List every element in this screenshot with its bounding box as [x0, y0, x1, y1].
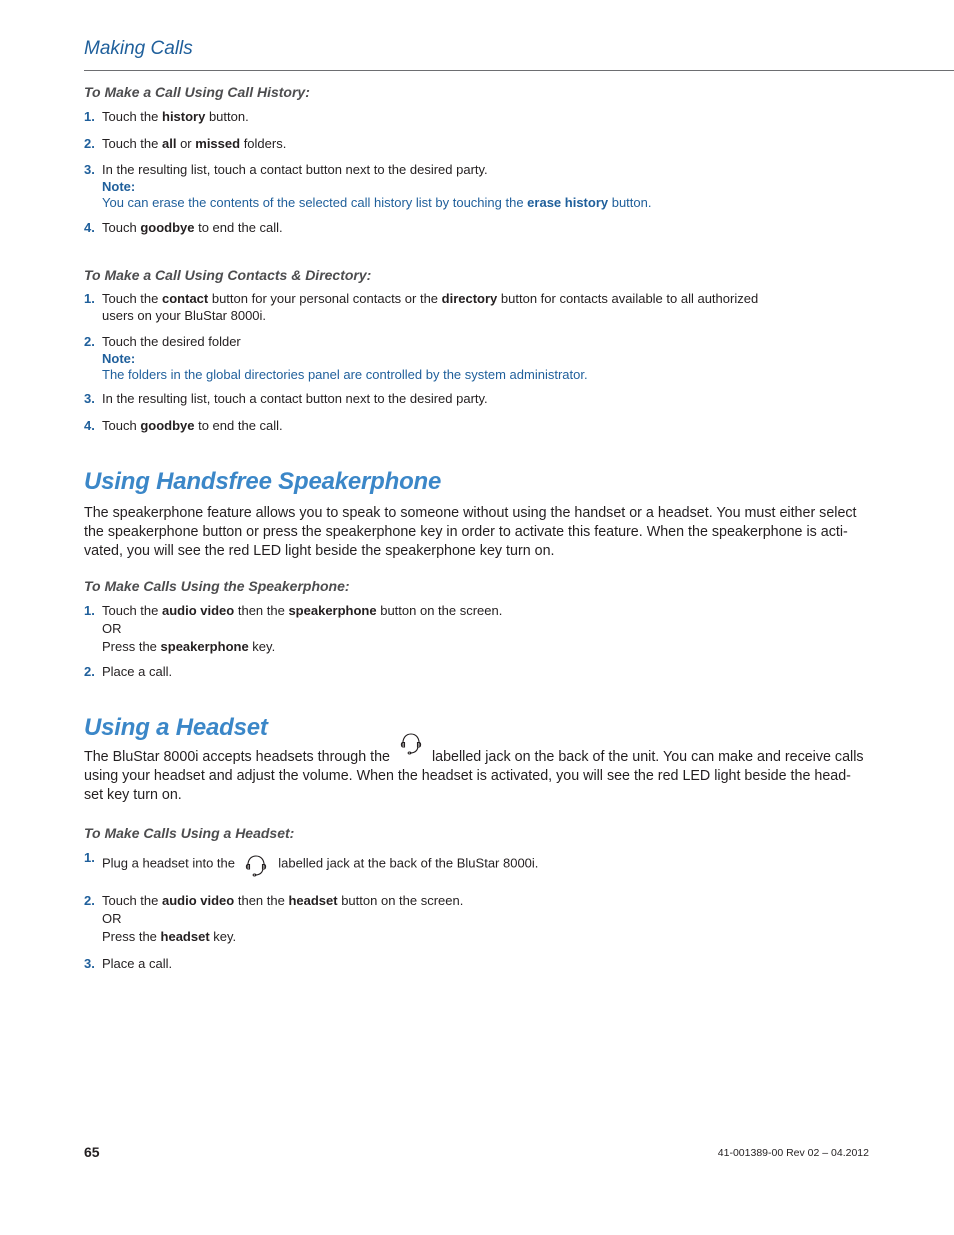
step-bold: missed: [195, 136, 241, 151]
step-number: 4.: [84, 418, 95, 433]
subheading-headset: To Make Calls Using a Headset:: [84, 825, 295, 841]
step-text: Touch the: [102, 109, 162, 124]
headset-icon: [245, 854, 267, 883]
paragraph-line: The speakerphone feature allows you to speak to someone without using the handset or a headset. You must either select: [84, 505, 857, 521]
step-text: In the resulting list, touch a contact button next to the desired party.: [102, 391, 488, 406]
contacts-step-3: [84, 391, 784, 408]
paragraph-line: using your headset and adjust the volume. When the headset is activated, you will see the red LED light beside the head-: [84, 768, 851, 784]
note-label: Note:: [102, 178, 136, 194]
step-text: key.: [209, 929, 237, 944]
step-text: Press the: [102, 929, 161, 944]
step-number: 1.: [84, 291, 95, 306]
step-text: Press the: [102, 639, 161, 654]
step-bold: speakerphone: [288, 603, 377, 618]
subheading-contacts-directory: To Make a Call Using Contacts & Directory:: [84, 267, 372, 283]
or-separator: OR: [102, 620, 122, 636]
step-bold: history: [162, 109, 206, 124]
step-bold: audio video: [162, 893, 235, 908]
note-text: The folders in the global directories panel are controlled by the system administrator.: [102, 367, 588, 382]
history-step-1: [84, 109, 784, 126]
step-bold: headset: [160, 929, 210, 944]
step-bold: contact: [162, 291, 209, 306]
speakerphone-paragraph: [84, 504, 870, 561]
paragraph-line: set key turn on.: [84, 787, 182, 803]
or-separator: OR: [102, 910, 122, 926]
subheading-call-history: To Make a Call Using Call History:: [84, 84, 310, 100]
step-number: 1.: [84, 850, 95, 865]
step-text: then the: [234, 603, 289, 618]
step-text: button.: [205, 109, 249, 124]
step-bold: headset: [288, 893, 338, 908]
step-text: button for your personal contacts or the: [208, 291, 442, 306]
step-text: Touch the: [102, 603, 162, 618]
step-text: to end the call.: [194, 220, 283, 235]
header-rule: [84, 70, 954, 71]
step-text: Touch the: [102, 893, 162, 908]
step-bold: audio video: [162, 603, 235, 618]
step-number: 2.: [84, 664, 95, 679]
section-title-headset: Using a Headset: [84, 714, 268, 741]
headset-step-1: [84, 850, 784, 879]
note-label: Note:: [102, 350, 136, 366]
step-number: 2.: [84, 136, 95, 151]
note-bold: erase history: [527, 195, 609, 210]
paragraph-line: the speakerphone button or press the speakerphone key in order to activate this feature. When the speakerphone is acti-: [84, 524, 848, 540]
contacts-step-1: [84, 291, 784, 324]
step-text: Plug a headset into the: [102, 855, 235, 871]
step-text: In the resulting list, touch a contact button next to the desired party.: [102, 162, 488, 177]
note-text-part: You can erase the contents of the selected call history list by touching the: [102, 195, 528, 210]
step-text: button on the screen.: [376, 603, 503, 618]
step-text: labelled jack at the back of the BluStar 8000i.: [278, 855, 539, 871]
step-bold: goodbye: [140, 418, 195, 433]
step-bold: speakerphone: [160, 639, 249, 654]
step-text: Place a call.: [102, 664, 173, 679]
headset-step-3: [84, 956, 784, 973]
contacts-step-2: [84, 334, 784, 384]
step-number: 1.: [84, 109, 95, 124]
paragraph-text: labelled jack on the back of the unit. You can make and receive calls: [431, 749, 864, 765]
step-number: 2.: [84, 893, 95, 908]
speaker-step-2: [84, 664, 784, 681]
step-text: or: [176, 136, 196, 151]
subheading-speakerphone: To Make Calls Using the Speakerphone:: [84, 578, 350, 594]
step-bold: directory: [441, 291, 498, 306]
history-step-3: [84, 162, 784, 212]
step-text: Touch: [102, 418, 141, 433]
section-title-speakerphone: Using Handsfree Speakerphone: [84, 468, 442, 495]
step-text: Touch: [102, 220, 141, 235]
running-header: Making Calls: [84, 38, 193, 59]
step-text: then the: [234, 893, 289, 908]
step-text: Touch the desired folder: [102, 334, 241, 349]
paragraph-text: The BluStar 8000i accepts headsets through the: [84, 749, 390, 765]
step-text: key.: [248, 639, 276, 654]
step-number: 3.: [84, 162, 95, 177]
headset-step-2: [84, 893, 784, 946]
speaker-step-1: [84, 603, 784, 656]
page-number: 65: [84, 1144, 100, 1160]
note-text-part: button.: [608, 195, 652, 210]
step-bold: goodbye: [140, 220, 195, 235]
history-step-2: [84, 136, 784, 153]
step-text: button for contacts available to all authorized: [497, 291, 759, 306]
step-number: 2.: [84, 334, 95, 349]
step-text: button on the screen.: [337, 893, 464, 908]
step-number: 4.: [84, 220, 95, 235]
document-revision: 41-001389-00 Rev 02 – 04.2012: [717, 1147, 869, 1159]
step-text: to end the call.: [194, 418, 283, 433]
headset-paragraph: [84, 748, 870, 805]
headset-icon: [400, 732, 422, 762]
step-bold: all: [162, 136, 177, 151]
contacts-step-4: [84, 418, 784, 435]
note-text: [102, 195, 784, 212]
step-number: 1.: [84, 603, 95, 618]
step-text: Touch the: [102, 136, 162, 151]
step-number: 3.: [84, 956, 95, 971]
history-step-4: [84, 220, 784, 237]
step-text: users on your BluStar 8000i.: [102, 307, 267, 323]
step-text: folders.: [240, 136, 287, 151]
paragraph-line: vated, you will see the red LED light beside the speakerphone key turn on.: [84, 543, 555, 559]
step-text: Touch the: [102, 291, 162, 306]
step-text: Place a call.: [102, 956, 173, 971]
step-number: 3.: [84, 391, 95, 406]
